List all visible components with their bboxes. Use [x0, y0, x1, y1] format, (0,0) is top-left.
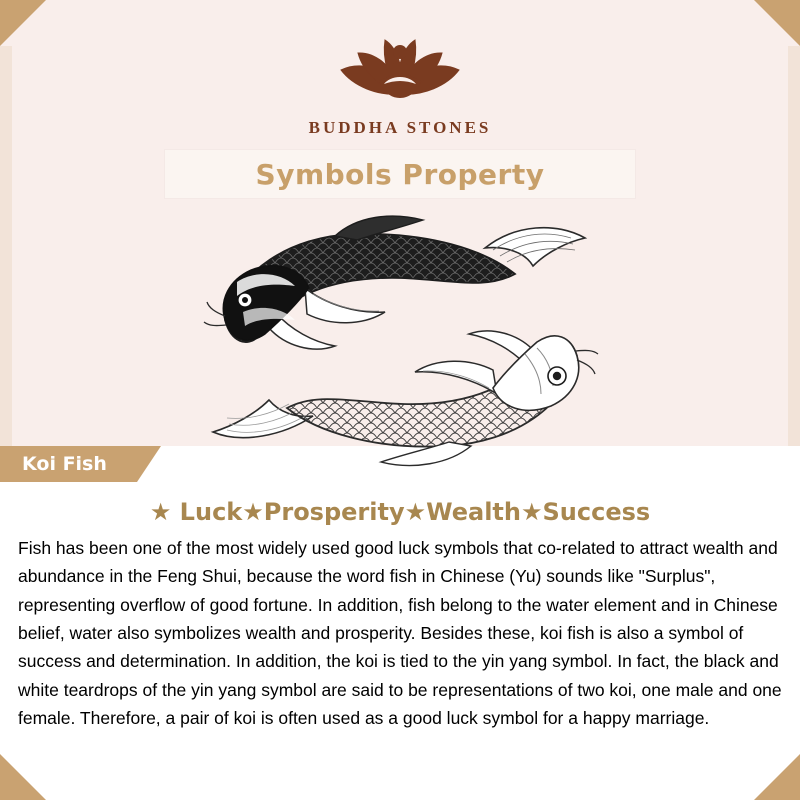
koi-illustration — [12, 204, 788, 476]
brand-name: BUDDHA STONES — [308, 118, 492, 137]
keywords-line: ★ Luck★Prosperity★Wealth★Success — [149, 498, 651, 526]
brand-logo-block — [12, 0, 788, 138]
lotus-meditation-icon — [12, 22, 788, 112]
label-tag-text: Koi Fish — [22, 453, 107, 475]
body-paragraph: Fish has been one of the most widely used good luck symbols that co-related to attract wealth and abundance in the Feng Shui, because the word fish in Chinese (Yu) sounds like "Surplus", representing overflow of good fortune. In addition, fish belong to the water element and in Chinese belief, water also symbolizes wealth and prosperity. Besides these, koi fish is also a symbol of success and determination. In addition, the koi is tied to the yin yang symbol. In fact, the black and white teardrops of the yin yang symbol are said to be representations of two koi, one male and one female. Therefore, a pair of koi is often used as a good luck symbol for a happy marriage. — [18, 538, 782, 729]
page-title: Symbols Property — [255, 157, 545, 191]
title-banner — [165, 150, 635, 198]
